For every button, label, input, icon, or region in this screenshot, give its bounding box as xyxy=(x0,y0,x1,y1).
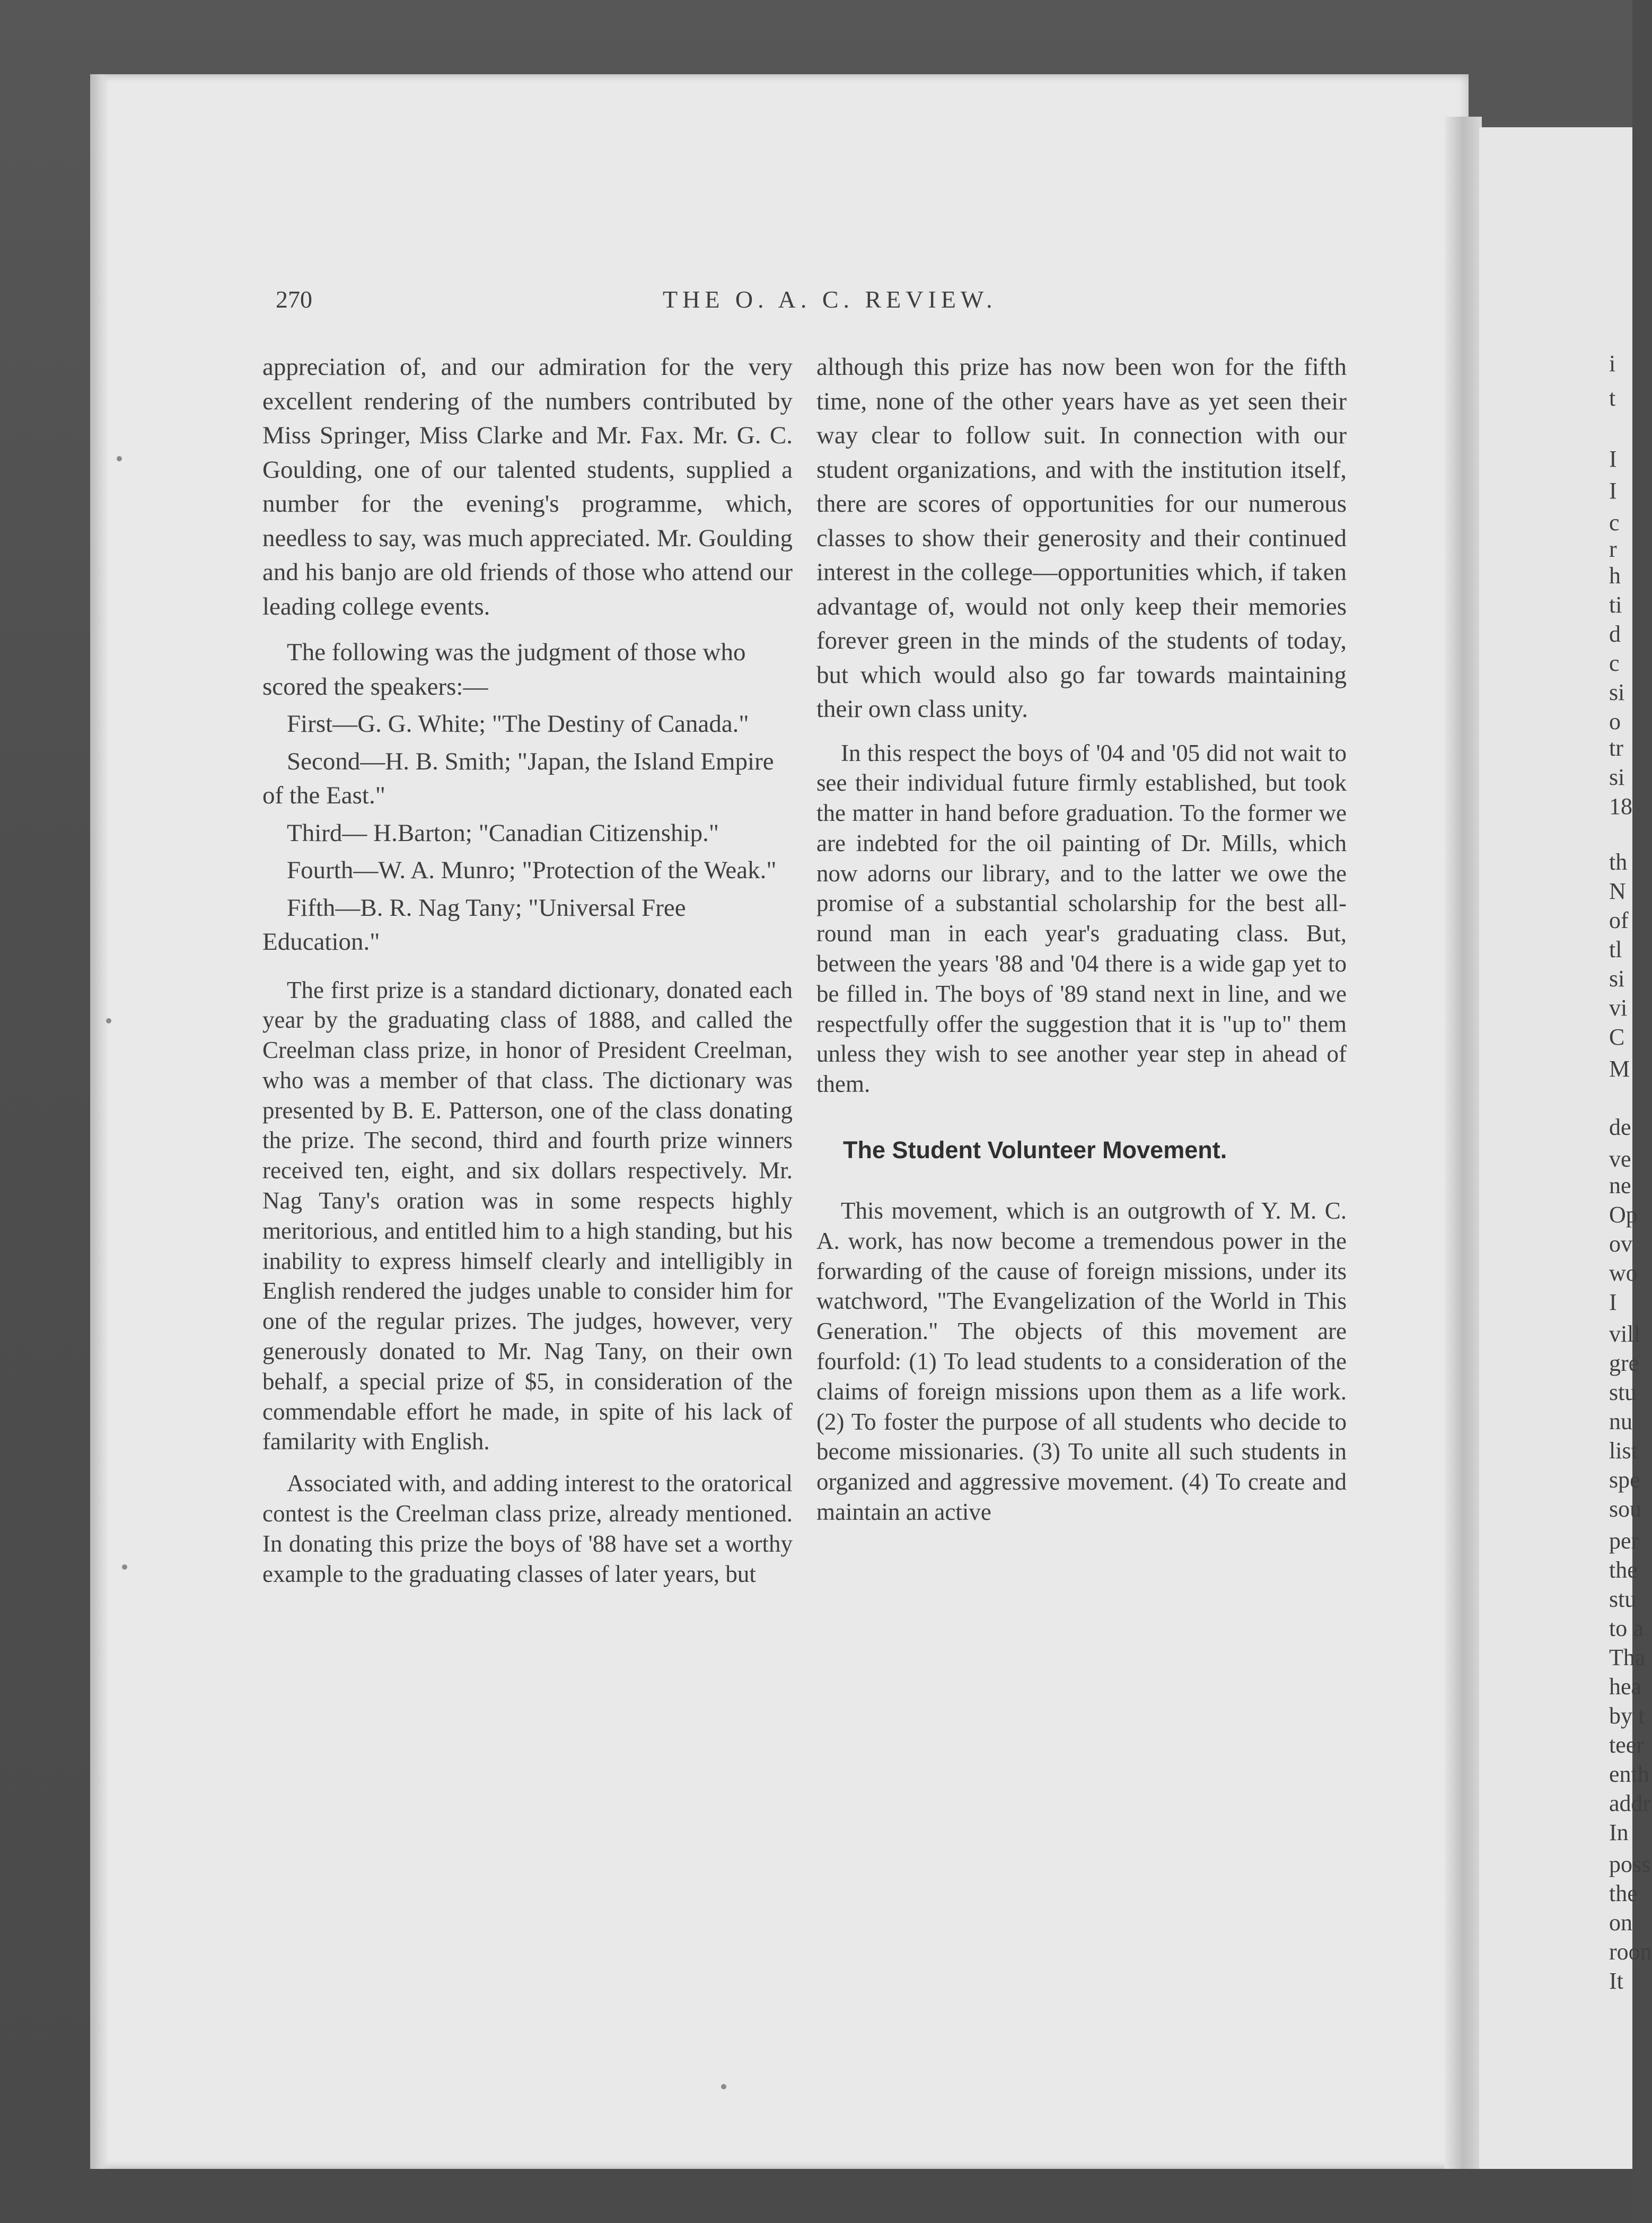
scan-speck xyxy=(721,2084,726,2089)
fragment-line: ve xyxy=(1609,1146,1631,1172)
scan-speck xyxy=(106,1018,111,1023)
left-text-column xyxy=(262,350,793,1600)
fragment-line: N xyxy=(1609,878,1626,904)
fragment-line: th xyxy=(1609,849,1628,875)
fragment-line: per xyxy=(1609,1528,1639,1554)
fragment-line: the xyxy=(1609,1880,1638,1906)
fragment-line: c xyxy=(1609,650,1620,676)
fragment-line: of xyxy=(1609,907,1629,933)
fragment-line: sou xyxy=(1609,1496,1642,1522)
intro-paragraph: appreciation of, and our admiration for the very excellent rendering of the numbers contributed by Miss Springer, Miss Clarke and Mr. Fax. Mr. G. C. Goulding, one of our talented students, supplied a number for the evening's programme, which, needless to say, was much appreciated. Mr. Goulding and his banjo are old friends of those who attend our leading college events. xyxy=(262,353,793,620)
fragment-line: by t xyxy=(1609,1703,1645,1729)
fragment-line: M xyxy=(1609,1056,1630,1082)
fragment-line: vi xyxy=(1609,995,1628,1021)
continued-paragraph: although this prize has now been won for the fifth time, none of the other years have as yet seen their way clear to follow suit. In connection with our student organizations, and with the institution itself, there are scores of opportunities for our numerous classes to show their generosity and their continued interest in the college—opportunities which, if taken advantage of, would not only keep their memories forever green in the minds of the students of today, but which would also go far towards maintaining their own class unity. xyxy=(816,353,1347,723)
movement-paragraph: This movement, which is an outgrowth of Y. M. C. A. work, has now become a tremendous power in the forwarding of the cause of foreign missions, under its watchword, "The Evangelization of the World in This Generation." The objects of this movement are fourfold: (1) To lead students to a consideration of the claims of foreign missions upon them as a life work. (2) To foster the purpose of all students who decide to become missionaries. (3) To unite all such students in organized and aggressive movement. (4) To create and maintain an active xyxy=(816,1197,1347,1526)
fragment-line: list xyxy=(1609,1438,1638,1464)
journal-title: THE O. A. C. REVIEW. xyxy=(663,286,997,313)
fragment-line: ne xyxy=(1609,1172,1631,1198)
result-third: Third— H.Barton; "Canadian Citizenship." xyxy=(287,819,719,847)
fragment-line: r xyxy=(1609,536,1617,562)
fragment-line: the xyxy=(1609,1557,1638,1583)
fragment-line: hea xyxy=(1609,1674,1642,1700)
fragment-line: stu xyxy=(1609,1379,1637,1405)
respect-paragraph: In this respect the boys of '04 and '05 did not wait to see their individual future firmly established, but took the matter in hand before graduation. To the former we are indebted for the oil painting of Dr. Mills, which now adorns our library, and to the latter we owe the promise of a substantial scholarship for the best all-round man in each year's graduating class. But, between the years '88 and '04 there is a wide gap yet to be filled in. The boys of '89 stand next in line, and we respectfully offer the suggestion that it is "up to" them unless they wish to see another year step in ahead of them. xyxy=(816,739,1347,1098)
result-fifth: Fifth—B. R. Nag Tany; "Universal Free Education." xyxy=(262,894,686,956)
right-text-column xyxy=(816,350,1347,1539)
fragment-line: t xyxy=(1609,385,1616,411)
fragment-line: ov xyxy=(1609,1231,1632,1257)
book-gutter xyxy=(1445,117,1482,2169)
section-heading: The Student Volunteer Movement. xyxy=(843,1136,1227,1164)
fragment-line: on xyxy=(1609,1910,1632,1936)
fragment-line: 18 xyxy=(1609,793,1632,819)
fragment-line: roon xyxy=(1609,1939,1652,1965)
fragment-line: spe xyxy=(1609,1467,1640,1493)
associated-paragraph: Associated with, and adding interest to the oratorical contest is the Creelman class prize, already mentioned. In donating this prize the boys of '88 have set a worthy example to the graduating classes of later years, but xyxy=(262,1470,793,1587)
fragment-line: gre xyxy=(1609,1350,1639,1376)
fragment-line: si xyxy=(1609,966,1625,992)
judgment-intro: The following was the judgment of those who scored the speakers:— xyxy=(262,638,746,701)
fragment-line: d xyxy=(1609,621,1621,647)
fragment-line: Op xyxy=(1609,1202,1638,1228)
prize-paragraph: The first prize is a standard dictionary, donated each year by the graduating class of 1888, and called the Creelman class prize, in honor of President Creelman, who was a member of that class. The dictionary was presented by B. E. Patterson, one of the class donating the prize. The second, third and fourth prize winners received ten, eight, and six dollars respectively. Mr. Nag Tany's oration was in some respects highly meritorious, and entitled him to a high standing, but his inability to express himself clearly and intelligibly in English rendered the judges unable to consider him for one of the regular prizes. The judges, however, very generously donated to Mr. Nag Tany, on their own behalf, a special prize of $5, in consideration of the commendable effort he made, in spite of his lack of familarity with English. xyxy=(262,976,793,1455)
fragment-line: I xyxy=(1609,478,1617,504)
result-second: Second—H. B. Smith; "Japan, the Island Empire of the East." xyxy=(262,747,774,809)
result-first: First—G. G. White; "The Destiny of Canada." xyxy=(287,710,749,738)
fragment-line: C xyxy=(1609,1024,1625,1050)
fragment-line: to a xyxy=(1609,1615,1644,1641)
fragment-line: I xyxy=(1609,1289,1617,1315)
fragment-line: tr xyxy=(1609,735,1623,761)
fragment-line: o xyxy=(1609,708,1621,734)
fragment-line: poss xyxy=(1609,1851,1651,1877)
fragment-line: si xyxy=(1609,764,1625,790)
fragment-line: addr xyxy=(1609,1790,1651,1816)
fragment-line: h xyxy=(1609,563,1621,589)
page-number: 270 xyxy=(276,286,312,313)
scan-speck xyxy=(117,456,122,461)
fragment-line: vill xyxy=(1609,1321,1640,1347)
fragment-line: si xyxy=(1609,679,1625,705)
fragment-line: Tha xyxy=(1609,1644,1646,1670)
running-head xyxy=(276,285,1357,322)
fragment-line: c xyxy=(1609,510,1620,536)
fragment-line: i xyxy=(1609,351,1616,377)
fragment-line: I xyxy=(1609,446,1617,472)
fragment-line: teer xyxy=(1609,1732,1644,1758)
fragment-line: wo xyxy=(1609,1260,1638,1286)
fragment-line: enth xyxy=(1609,1761,1649,1787)
fragment-line: ti xyxy=(1609,592,1622,618)
fragment-line: de xyxy=(1609,1114,1631,1140)
result-fourth: Fourth—W. A. Munro; "Protection of the Weak." xyxy=(287,856,777,884)
scan-speck xyxy=(122,1564,127,1570)
fragment-line: tl xyxy=(1609,937,1622,962)
fragment-line: stu xyxy=(1609,1586,1637,1612)
fragment-line: In xyxy=(1609,1819,1629,1845)
fragment-line: It xyxy=(1609,1968,1623,1994)
judgment-list xyxy=(262,635,793,959)
fragment-line: nu xyxy=(1609,1408,1632,1434)
